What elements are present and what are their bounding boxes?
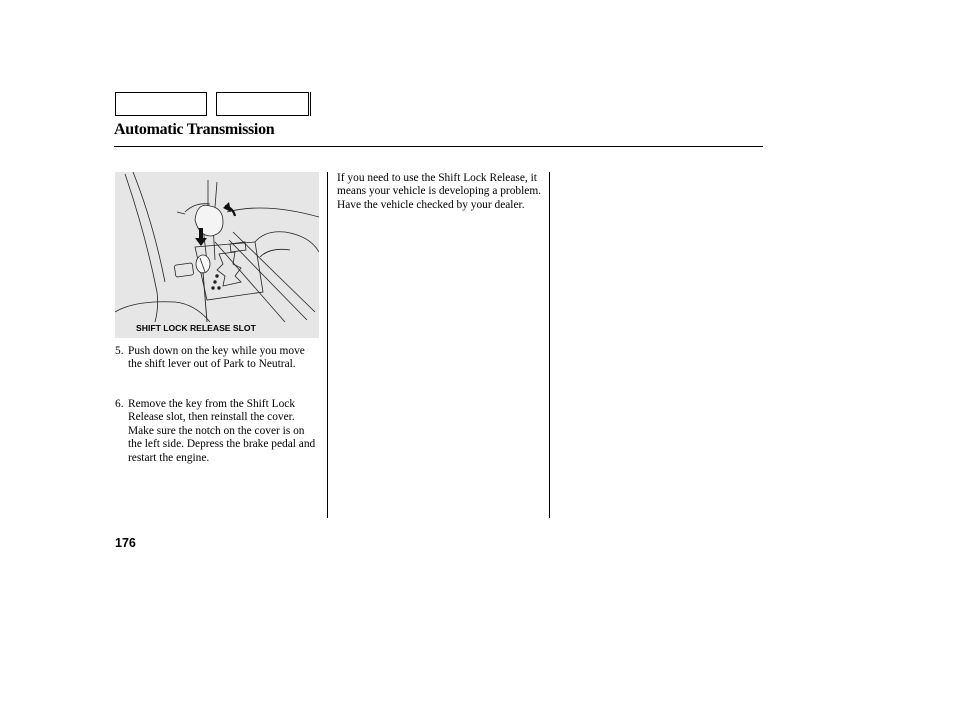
column-divider xyxy=(327,172,328,518)
shift-console-drawing xyxy=(115,172,319,338)
step-5 xyxy=(115,345,320,372)
nav-tab-box-1[interactable] xyxy=(115,92,207,116)
nav-tab-box-2[interactable] xyxy=(216,92,309,116)
figure-caption: SHIFT LOCK RELEASE SLOT xyxy=(136,323,256,333)
column-divider xyxy=(549,172,550,518)
title-rule xyxy=(114,146,763,147)
step-number: 6. xyxy=(115,398,124,410)
shift-lock-illustration xyxy=(115,172,319,338)
page-number: 176 xyxy=(115,536,136,550)
step-number: 5. xyxy=(115,345,124,357)
page-title: Automatic Transmission xyxy=(114,121,275,138)
step-6 xyxy=(115,398,320,465)
step-text: Remove the key from the Shift Lock Release slot, then reinstall the cover. Make sure the notch on the cover is on the left side. Depress the brake pedal and restart the engine. xyxy=(128,398,316,464)
shift-lock-note: If you need to use the Shift Lock Release, it means your vehicle is developing a problem. Have the vehicle checked by your dealer. xyxy=(337,172,542,211)
step-text: Push down on the key while you move the shift lever out of Park to Neutral. xyxy=(128,345,305,371)
